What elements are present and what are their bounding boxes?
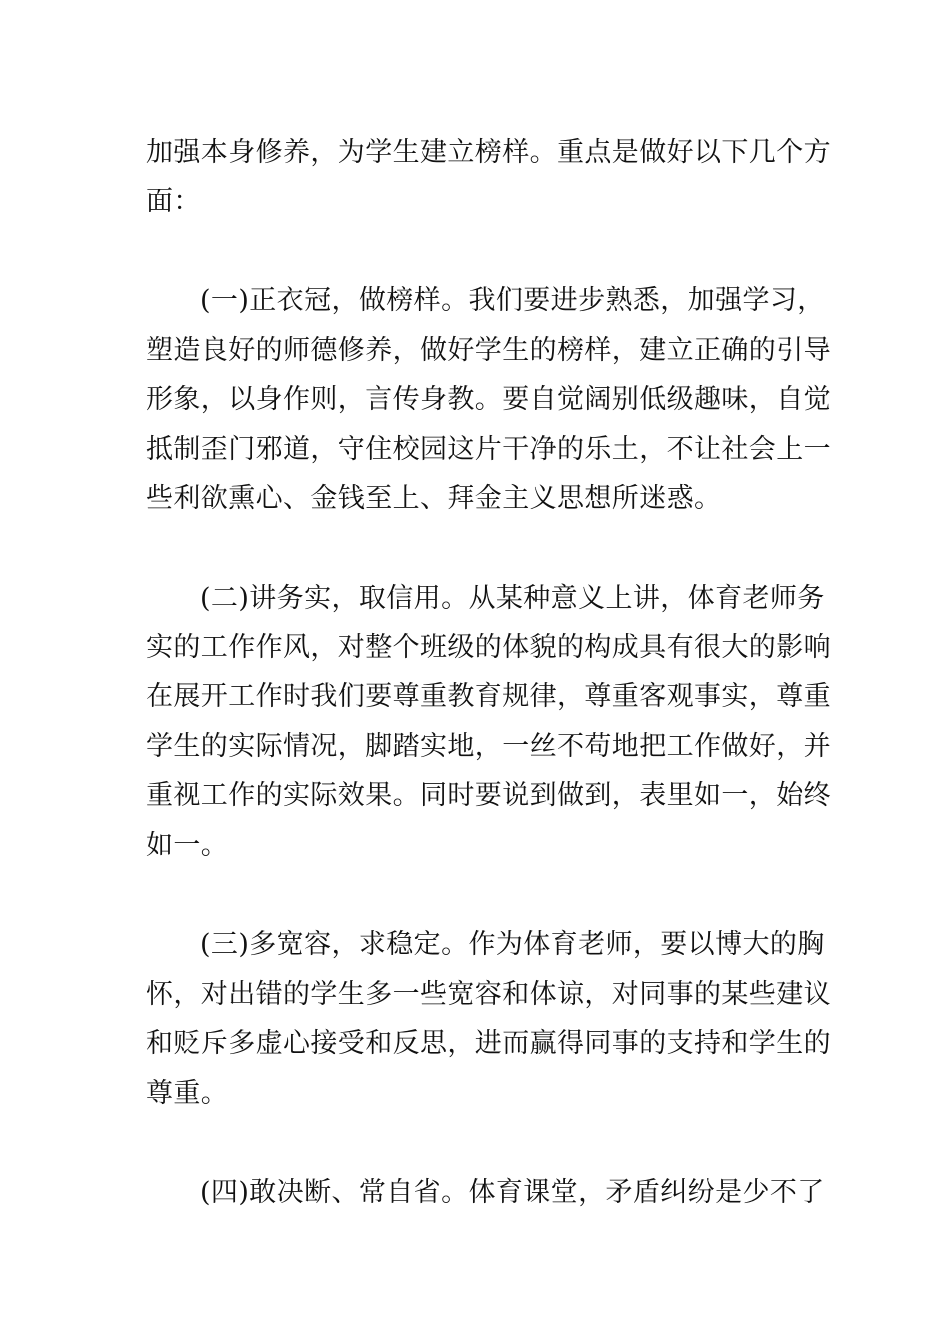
section-1-line: 抵制歪门邪道，守住校园这片干净的乐土，不让社会上一 — [146, 434, 831, 465]
section-2-line: 实的工作作风，对整个班级的体貌的构成具有很大的影响 — [146, 632, 831, 663]
section-4-line: (四)敢决断、常自省。体育课堂，矛盾纠纷是少不了 — [200, 1177, 825, 1208]
section-3-line: 怀，对出错的学生多一些宽容和体谅，对同事的某些建议 — [146, 979, 831, 1010]
section-3-line: (三)多宽容，求稳定。作为体育老师，要以博大的胸 — [200, 929, 825, 960]
section-2-line: 如一。 — [146, 830, 229, 861]
section-1-line: 些利欲熏心、金钱至上、拜金主义思想所迷惑。 — [146, 483, 722, 514]
section-1-line: 形象，以身作则，言传身教。要自觉阔别低级趣味，自觉 — [146, 384, 831, 415]
section-2-line: 在展开工作时我们要尊重教育规律，尊重客观事实，尊重 — [146, 681, 831, 712]
section-2-line: (二)讲务实，取信用。从某种意义上讲，体育老师务 — [200, 583, 825, 614]
section-3-line: 和贬斥多虚心接受和反思，进而赢得同事的支持和学生的 — [146, 1028, 831, 1059]
section-2-line: 学生的实际情况，脚踏实地，一丝不苟地把工作做好，并 — [146, 731, 831, 762]
section-1-line: (一)正衣冠，做榜样。我们要进步熟悉，加强学习， — [200, 285, 825, 316]
paragraph-intro-line: 加强本身修养，为学生建立榜样。重点是做好以下几个方 — [146, 137, 831, 168]
section-1-line: 塑造良好的师德修养，做好学生的榜样，建立正确的引导 — [146, 335, 831, 366]
section-3-line: 尊重。 — [146, 1078, 229, 1109]
section-2-line: 重视工作的实际效果。同时要说到做到，表里如一，始终 — [146, 780, 831, 811]
paragraph-intro-line: 面： — [146, 186, 201, 217]
